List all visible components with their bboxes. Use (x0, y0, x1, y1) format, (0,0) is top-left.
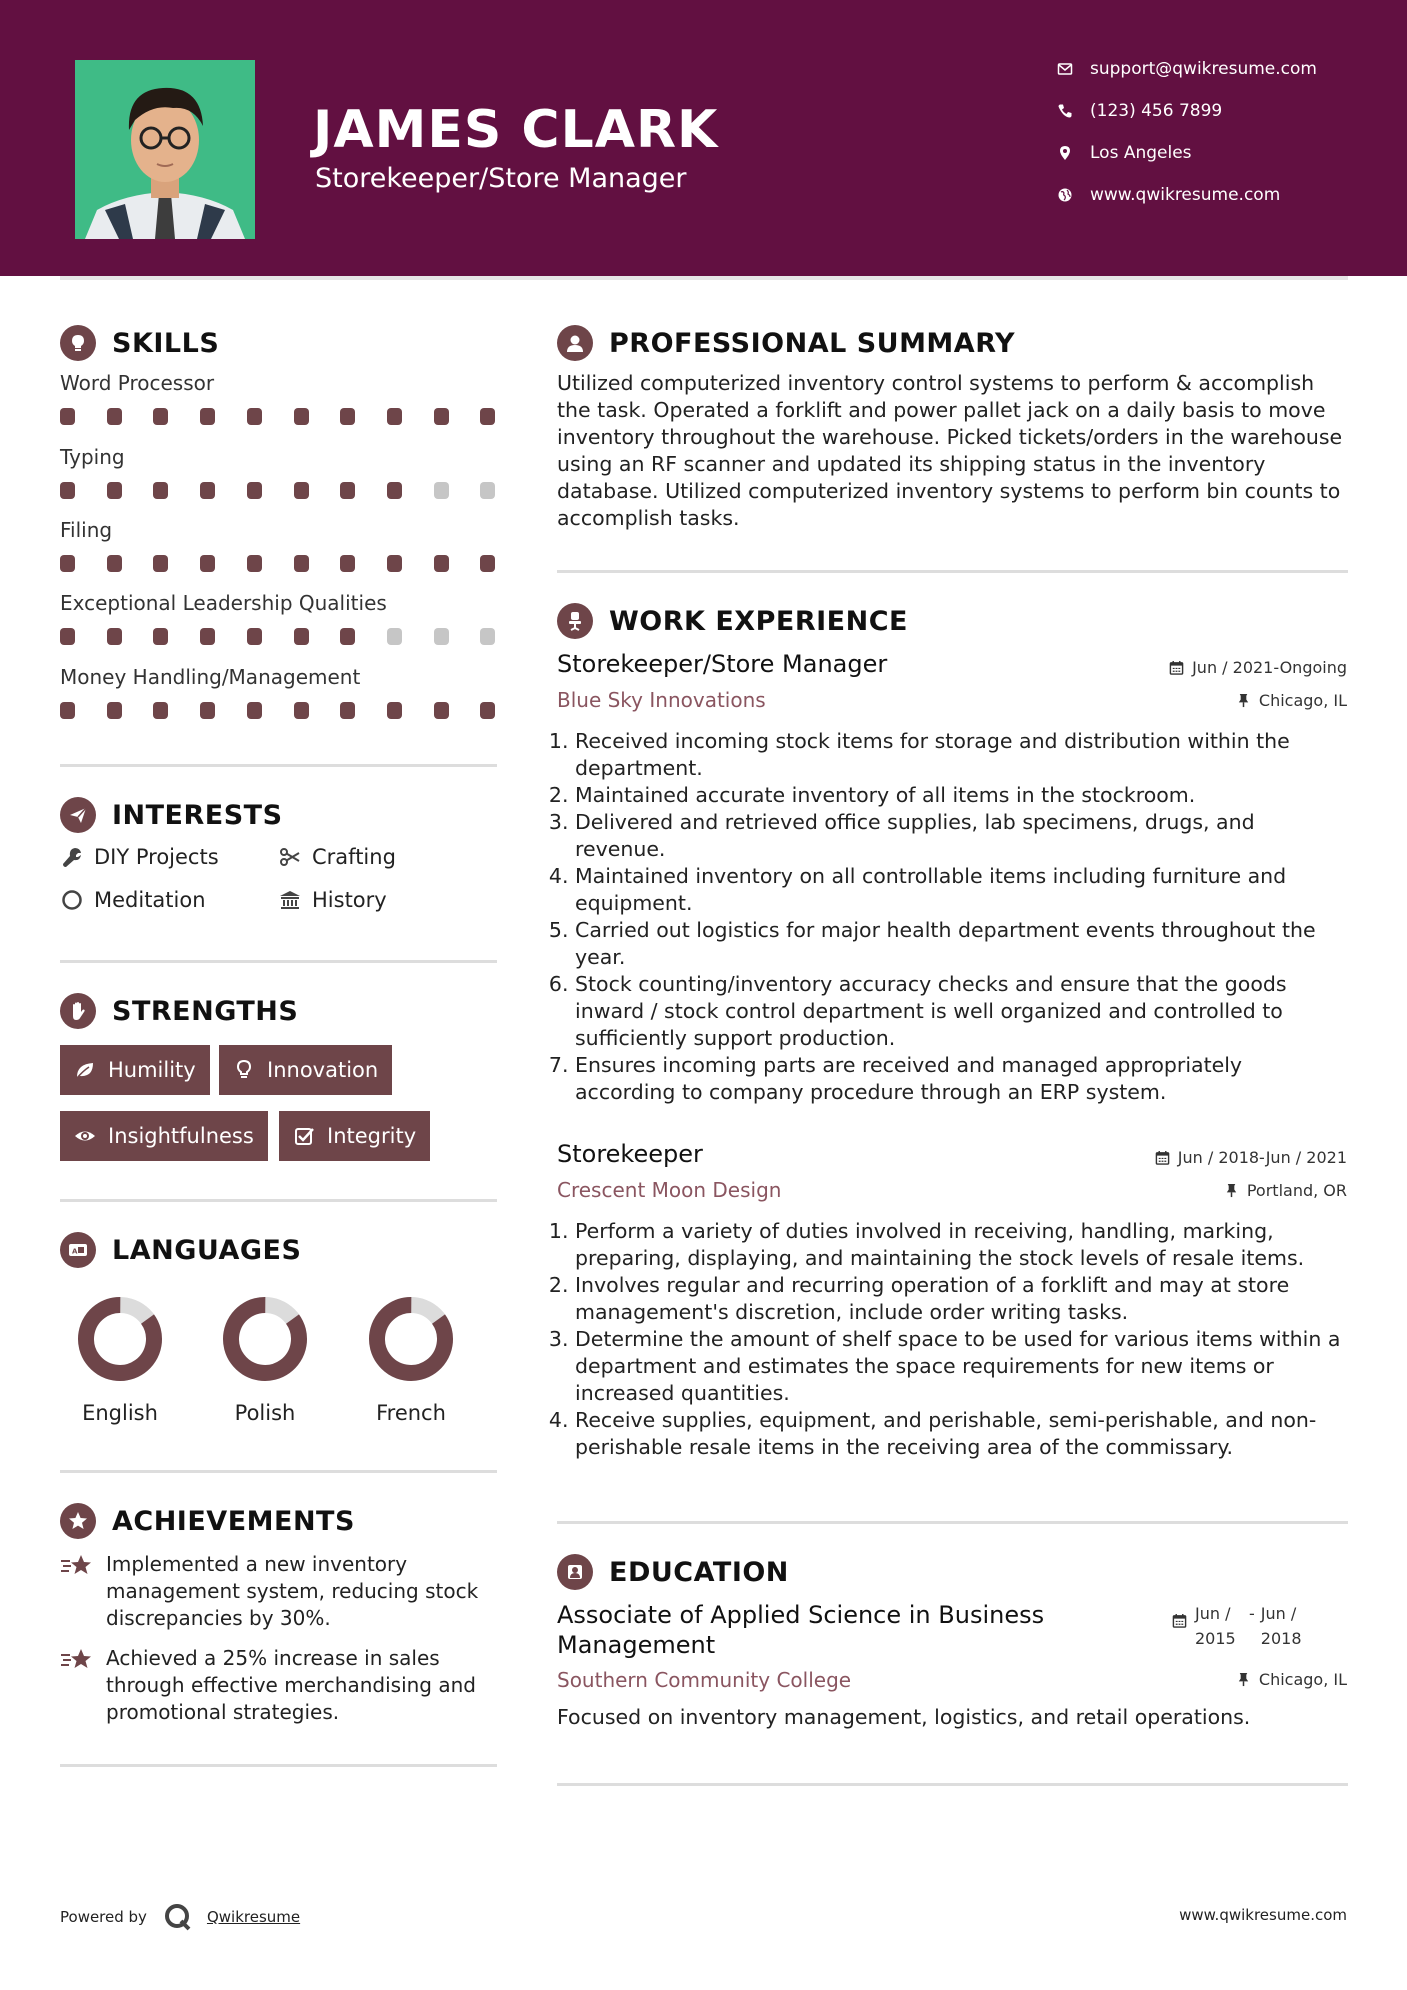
wrench-icon (60, 845, 84, 869)
interests-title: INTERESTS (112, 799, 283, 831)
duty-item: 6. Stock counting/inventory accuracy checks and ensure that the goods inward / stock control department is well organized and controlled to sufficiently support production. (575, 971, 1347, 1052)
footer-url[interactable]: www.qwikresume.com (1179, 1906, 1347, 1924)
section-divider (60, 764, 497, 767)
interest-label: DIY Projects (94, 845, 219, 869)
skill-dot (153, 482, 168, 499)
skill-dot (247, 555, 262, 572)
eye-icon (72, 1123, 98, 1149)
circle-icon (60, 888, 84, 912)
language-item (195, 1294, 335, 1425)
summary-title: PROFESSIONAL SUMMARY (609, 327, 1016, 359)
experience-heading (557, 601, 908, 641)
language-ring-fill (220, 1294, 310, 1384)
language-icon (60, 1232, 96, 1268)
language-item (341, 1294, 481, 1425)
section-divider (557, 1521, 1348, 1524)
duty-item: 3. Determine the amount of shelf space to be used for various items within a department and estimates the space requirements for new items or increased quantities. (575, 1326, 1347, 1407)
strengths-title: STRENGTHS (112, 995, 299, 1027)
skill-name: Exceptional Leadership Qualities (60, 591, 387, 615)
skill-dot (247, 408, 262, 425)
language-level-ring (75, 1294, 165, 1384)
paper-plane-icon (60, 797, 96, 833)
interest-item (278, 845, 396, 869)
skill-dot (200, 628, 215, 645)
candidate-title: Storekeeper/Store Manager (315, 163, 687, 194)
skill-rating (60, 555, 500, 573)
job-role: Storekeeper/Store Manager (557, 650, 888, 678)
job-dates (1155, 1148, 1347, 1167)
leaf-icon (72, 1057, 98, 1083)
skill-dot (480, 482, 495, 499)
skill-dot (247, 482, 262, 499)
job-location-text: Chicago, IL (1258, 691, 1347, 710)
check-square-icon (291, 1123, 317, 1149)
qwikresume-logo-icon (163, 1902, 193, 1932)
skill-dot (107, 555, 122, 572)
section-divider (60, 960, 497, 963)
skill-dot (60, 408, 75, 425)
skill-dot (480, 628, 495, 645)
strength-badge (60, 1045, 210, 1095)
section-divider (557, 570, 1348, 573)
skill-dot (387, 702, 402, 719)
languages-heading (60, 1230, 301, 1270)
strength-badge (219, 1045, 392, 1095)
job-dates-text: Jun / 2018-Jun / 2021 (1177, 1148, 1347, 1167)
skill-dot (340, 628, 355, 645)
pushpin-icon (1224, 1183, 1239, 1198)
svg-text:A: A (72, 1247, 78, 1256)
skill-rating (60, 482, 500, 500)
interest-item (60, 845, 219, 869)
duty-item: 7. Ensures incoming parts are received and managed appropriately according to company procedure through an ERP system. (575, 1052, 1347, 1106)
skill-dot (60, 482, 75, 499)
user-icon (557, 325, 593, 361)
strength-label: Innovation (267, 1058, 379, 1082)
skill-dot (60, 555, 75, 572)
achievement-text: Achieved a 25% increase in sales through effective merchandising and promotional strategies. (106, 1646, 476, 1724)
interest-label: Meditation (94, 888, 206, 912)
calendar-icon (1172, 1613, 1187, 1628)
strengths-heading (60, 991, 298, 1031)
skill-dot (247, 628, 262, 645)
skill-dot (153, 628, 168, 645)
achievement-text: Implemented a new inventory management system, reducing stock discrepancies by 30%. (106, 1552, 479, 1630)
profile-photo (75, 60, 255, 239)
job-location-text: Portland, OR (1246, 1181, 1347, 1200)
skill-dot (340, 482, 355, 499)
skill-dot (480, 408, 495, 425)
globe-icon (1054, 184, 1076, 206)
skill-dot (480, 702, 495, 719)
contact-website-text: www.qwikresume.com (1090, 185, 1281, 205)
star-icon (60, 1647, 94, 1673)
duty-item: 4. Maintained inventory on all controllable items including furniture and equipment. (575, 863, 1347, 917)
duty-item: 5. Carried out logistics for major health department events throughout the year. (575, 917, 1347, 971)
envelope-icon (1054, 58, 1076, 80)
summary-heading (557, 323, 1015, 363)
job-dates (1169, 658, 1347, 677)
job-duties (557, 1218, 1347, 1461)
contact-phone-text: (123) 456 7899 (1090, 101, 1223, 121)
job-location (1224, 1181, 1347, 1200)
contact-location (1054, 141, 1354, 165)
skill-name: Money Handling/Management (60, 665, 361, 689)
skill-dot (60, 628, 75, 645)
education-location-text: Chicago, IL (1258, 1670, 1347, 1689)
skill-dot (153, 408, 168, 425)
interest-label: History (312, 888, 387, 912)
duty-item: 1. Received incoming stock items for storage and distribution within the department. (575, 728, 1347, 782)
interests-heading (60, 795, 283, 835)
skill-dot (107, 408, 122, 425)
achievements-title: ACHIEVEMENTS (112, 1505, 355, 1537)
star-badge-icon (60, 1503, 96, 1539)
contact-phone[interactable] (1054, 99, 1354, 123)
institution-icon (278, 888, 302, 912)
strength-label: Humility (108, 1058, 196, 1082)
section-divider (557, 1783, 1348, 1786)
job-location (1236, 691, 1347, 710)
strength-label: Insightfulness (108, 1124, 254, 1148)
skill-dot (480, 555, 495, 572)
skill-rating (60, 628, 500, 646)
education-date-start: Jun / 2015 (1195, 1604, 1236, 1648)
job-role: Storekeeper (557, 1140, 703, 1168)
skill-dot (387, 628, 402, 645)
education-title: EDUCATION (609, 1556, 789, 1588)
skill-rating (60, 702, 500, 720)
job-duties (557, 728, 1347, 1106)
duty-item: 2. Maintained accurate inventory of all items in the stockroom. (575, 782, 1347, 809)
powered-by-label: Powered by (60, 1908, 147, 1926)
skills-heading (60, 323, 219, 363)
lightbulb-icon (60, 325, 96, 361)
strength-badge (279, 1111, 430, 1161)
contact-website[interactable] (1054, 183, 1354, 207)
skill-dot (60, 702, 75, 719)
education-degree: Associate of Applied Science in Business Management (557, 1601, 1045, 1659)
language-name: Polish (234, 1401, 296, 1425)
skill-dot (294, 482, 309, 499)
skill-dot (387, 482, 402, 499)
interest-item (60, 888, 206, 912)
education-dates (1172, 1601, 1309, 1651)
education-school: Southern Community College (557, 1668, 852, 1692)
graduate-icon (557, 1554, 593, 1590)
language-name: French (376, 1401, 446, 1425)
brand-link[interactable]: Qwikresume (206, 1908, 301, 1926)
job-dates-text: Jun / 2021-Ongoing (1192, 658, 1347, 677)
skill-dot (200, 408, 215, 425)
education-description: Focused on inventory management, logistics, and retail operations. (557, 1705, 1251, 1729)
skill-dot (294, 628, 309, 645)
skill-dot (340, 408, 355, 425)
section-divider (60, 1199, 497, 1202)
map-marker-icon (1054, 142, 1076, 164)
education-date-end: Jun / 2018 (1260, 1604, 1302, 1648)
skill-dot (340, 702, 355, 719)
section-divider (60, 1764, 497, 1767)
skill-dot (107, 702, 122, 719)
skill-dot (200, 482, 215, 499)
skill-dot (387, 555, 402, 572)
skills-title: SKILLS (112, 327, 220, 359)
language-item (50, 1294, 190, 1425)
duty-item: 3. Delivered and retrieved office supplies, lab specimens, drugs, and revenue. (575, 809, 1347, 863)
calendar-icon (1169, 660, 1184, 675)
skill-name: Word Processor (60, 371, 215, 395)
lightbulb-icon (231, 1057, 257, 1083)
skill-dot (294, 408, 309, 425)
section-divider (60, 1470, 497, 1473)
star-icon (60, 1553, 94, 1579)
achievements-heading (60, 1501, 355, 1541)
chair-icon (557, 603, 593, 639)
interest-label: Crafting (312, 845, 396, 869)
contact-email[interactable] (1054, 57, 1354, 81)
skill-name: Typing (60, 445, 125, 469)
skill-dot (434, 702, 449, 719)
header-divider (60, 276, 1348, 280)
skill-name: Filing (60, 518, 113, 542)
pushpin-icon (1236, 1672, 1251, 1687)
powered-by (60, 1902, 300, 1932)
skill-dot (434, 482, 449, 499)
duty-item: 4. Receive supplies, equipment, and perishable, semi-perishable, and non-perishable resale items in the receiving area of the commissary. (575, 1407, 1347, 1461)
achievement-item (60, 1551, 510, 1632)
candidate-name: JAMES CLARK (313, 100, 719, 160)
duty-item: 1. Perform a variety of duties involved in receiving, handling, marking, preparing, displaying, and maintaining the stock levels of resale items. (575, 1218, 1347, 1272)
skill-dot (200, 555, 215, 572)
summary-text: Utilized computerized inventory control systems to perform & accomplish the task. Operated a forklift and power pallet jack on a daily basis to move inventory throughout the warehouse. Picked tickets/orders in the warehouse using an RF scanner and updated its shipping status in the inventory database. Utilized computerized inventory systems to perform bin counts to accomplish tasks. (557, 371, 1343, 530)
language-ring-fill (366, 1294, 456, 1384)
duty-item: 2. Involves regular and recurring operation of a forklift and may at store management's discretion, include order writing tasks. (575, 1272, 1347, 1326)
skill-dot (434, 555, 449, 572)
pushpin-icon (1236, 693, 1251, 708)
interest-item (278, 888, 387, 912)
phone-icon (1054, 100, 1076, 122)
skill-dot (294, 702, 309, 719)
skill-dot (434, 628, 449, 645)
education-location (1236, 1670, 1347, 1689)
strength-label: Integrity (327, 1124, 417, 1148)
language-ring-fill (75, 1294, 165, 1384)
languages-title: LANGUAGES (112, 1234, 302, 1266)
skill-dot (153, 702, 168, 719)
education-date-dash: - (1249, 1604, 1255, 1623)
skill-dot (107, 482, 122, 499)
skill-dot (340, 555, 355, 572)
skill-dot (387, 408, 402, 425)
calendar-icon (1155, 1150, 1170, 1165)
contact-location-text: Los Angeles (1090, 143, 1192, 163)
skill-rating (60, 408, 500, 426)
contact-email-text: support@qwikresume.com (1090, 59, 1317, 79)
language-level-ring (366, 1294, 456, 1384)
hand-icon (60, 993, 96, 1029)
job-company: Blue Sky Innovations (557, 688, 766, 712)
skill-dot (153, 555, 168, 572)
skill-dot (107, 628, 122, 645)
job-company: Crescent Moon Design (557, 1178, 782, 1202)
scissors-icon (278, 845, 302, 869)
education-heading (557, 1552, 789, 1592)
skill-dot (247, 702, 262, 719)
language-name: English (82, 1401, 158, 1425)
skill-dot (294, 555, 309, 572)
language-level-ring (220, 1294, 310, 1384)
skill-dot (434, 408, 449, 425)
achievement-item (60, 1645, 510, 1726)
strength-badge (60, 1111, 268, 1161)
skill-dot (200, 702, 215, 719)
experience-title: WORK EXPERIENCE (609, 605, 908, 637)
